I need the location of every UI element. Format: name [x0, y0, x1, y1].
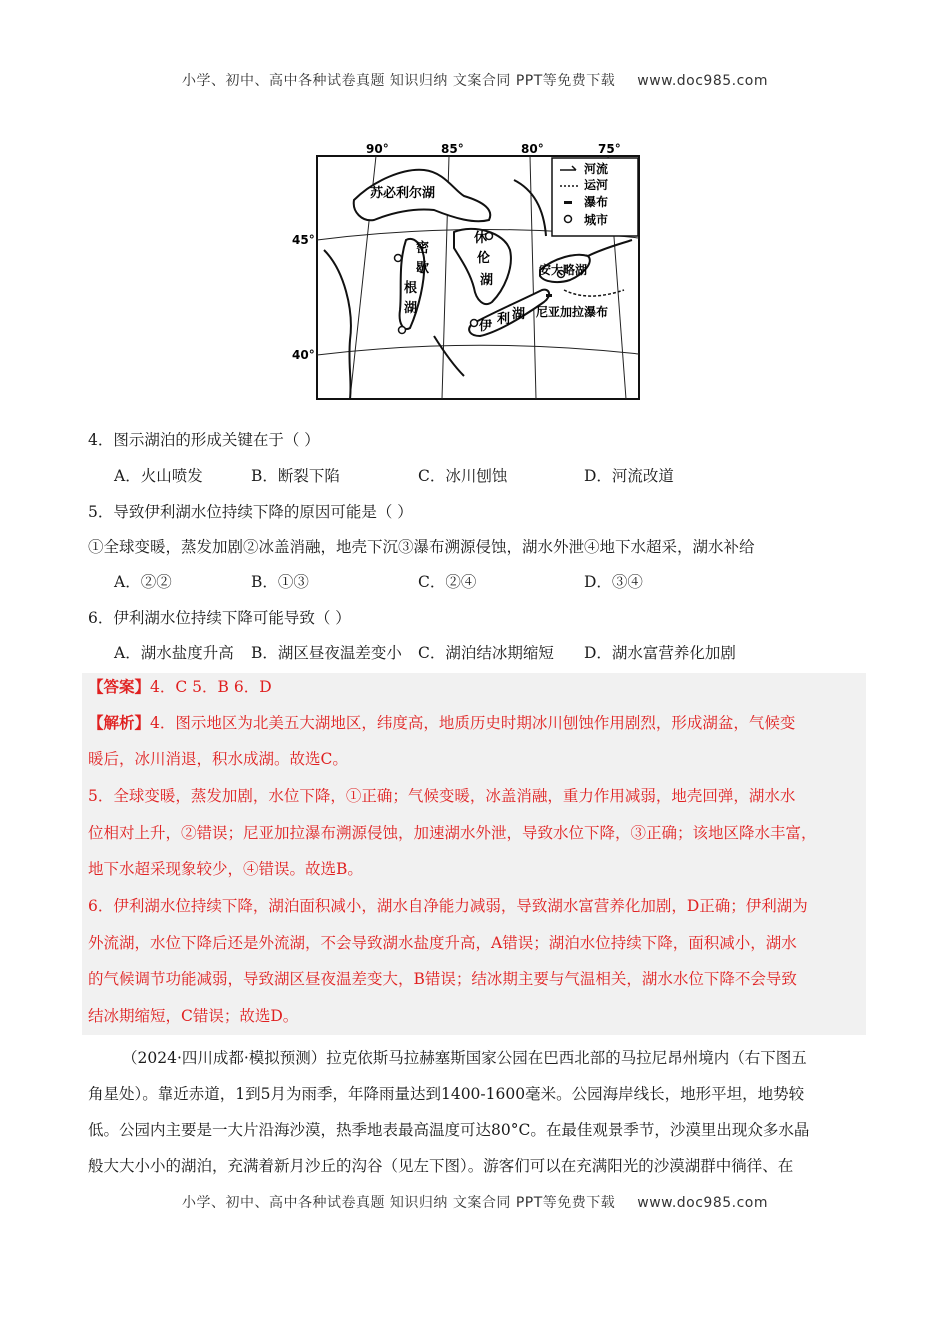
longitude-label: 85° [441, 142, 464, 156]
longitude-label: 80° [521, 142, 544, 156]
passage-line: 角星处）。靠近赤道，1到5月为雨季，年降雨量达到1400-1600毫米。公园海岸线长，地形平坦，地势较 [88, 1085, 805, 1103]
lake-huron-label: 休 [474, 231, 488, 246]
lake-michigan-label: 湖 [404, 301, 418, 316]
q5-option-b: B．①③ [251, 573, 309, 591]
answer-tag: 【答案】 [88, 677, 151, 696]
lake-erie-label: 伊 [479, 319, 493, 334]
lake-huron-label: 伦 [477, 251, 491, 266]
passage-line: 低。公园内主要是一大片沿海沙漠，热季地表最高温度可达80°C。在最佳观景季节，沙漠里出现众多水晶 [88, 1121, 810, 1139]
q4-stem: 4．图示湖泊的形成关键在于（ ） [88, 431, 320, 449]
lake-erie-label: 利 [497, 312, 511, 327]
q5-option-a: A．②② [114, 573, 172, 591]
lake-huron-label: 湖 [480, 273, 494, 288]
longitude-label: 75° [598, 142, 621, 156]
page-header [0, 70, 950, 90]
q6-option-b: B．湖区昼夜温差变小 [251, 644, 402, 662]
legend-waterfall-icon [564, 201, 572, 204]
analysis-tag: 【解析】 [88, 713, 151, 732]
header-text: 小学、初中、高中各种试卷真题 知识归纳 文案合同 PPT等免费下载 [181, 73, 616, 89]
q4-option-a: A．火山喷发 [114, 467, 203, 485]
analysis-line: 外流湖，水位下降后还是外流湖，不会导致湖水盐度升高，A错误；湖泊水位持续下降，面积减小，湖水 [88, 934, 797, 952]
q5-option-c: C．②④ [418, 573, 477, 591]
great-lakes-map [292, 140, 642, 402]
passage-line: 般大大小小的湖泊，充满着新月沙丘的沟谷（见左下图）。游客们可以在充满阳光的沙漠湖群中徜徉、在 [88, 1157, 794, 1175]
footer-text: 小学、初中、高中各种试卷真题 知识归纳 文案合同 PPT等免费下载 [181, 1195, 616, 1211]
analysis-text: 4．图示地区为北美五大湖地区，纬度高，地质历史时期冰川刨蚀作用剧烈，形成湖盆，气候变 [150, 714, 796, 732]
q4-option-b: B．断裂下陷 [251, 467, 340, 485]
analysis-line: 位相对上升，②错误；尼亚加拉瀑布溯源侵蚀，加速湖水外泄，导致水位下降，③正确；该地区降水丰富， [88, 824, 817, 842]
page-footer [0, 1192, 950, 1212]
answer-text: 4．C 5．B 6．D [150, 678, 272, 696]
analysis-line [88, 713, 795, 733]
analysis-line: 地下水超采现象较少，④错误。故选B。 [88, 860, 363, 878]
waterfall-marker [546, 294, 552, 297]
analysis-line: 6．伊利湖水位持续下降，湖泊面积减小，湖水自净能力减弱，导致湖水富营养化加剧，D正确；伊利湖为 [88, 897, 808, 915]
niagara-falls-label: 尼亚加拉瀑布 [536, 305, 609, 319]
longitude-label: 90° [366, 142, 389, 156]
analysis-line: 5．全球变暖，蒸发加剧，水位下降，①正确；气候变暖，冰盖消融，重力作用减弱，地壳回弹，湖水水 [88, 787, 796, 805]
q4-option-c: C．冰川刨蚀 [418, 467, 508, 485]
analysis-line: 的气候调节功能减弱，导致湖区昼夜温差变大，B错误；结冰期主要与气温相关，湖水水位下降不会导致 [88, 970, 797, 988]
lake-michigan-label: 根 [404, 281, 418, 296]
lake-ontario-label: 安大略湖 [539, 263, 588, 277]
q6-option-d: D．湖水富营养化加剧 [584, 644, 736, 662]
city-marker [471, 320, 478, 327]
lake-erie-label: 湖 [512, 307, 526, 322]
q5-stem: 5．导致伊利湖水位持续下降的原因可能是（ ） [88, 503, 413, 521]
q5-statements: ①全球变暖，蒸发加剧②冰盖消融，地壳下沉③瀑布溯源侵蚀，湖水外泄④地下水超采，湖水补给 [88, 538, 755, 556]
city-chicago [399, 327, 406, 334]
passage-line: （2024·四川成都·模拟预测）拉克依斯马拉赫塞斯国家公园在巴西北部的马拉尼昂州境内（右下图五 [122, 1049, 807, 1067]
answer-line [88, 677, 272, 697]
latitude-label: 40° [292, 348, 315, 362]
analysis-line: 结冰期缩短，C错误；故选D。 [88, 1007, 299, 1025]
lake-michigan-label: 密 [416, 241, 430, 256]
legend-waterfall-label: 瀑布 [584, 195, 609, 209]
latitude-label: 45° [292, 233, 315, 247]
q5-option-d: D．③④ [584, 573, 643, 591]
lake-michigan-label: 歇 [416, 261, 430, 276]
q6-stem: 6．伊利湖水位持续下降可能导致（ ） [88, 609, 351, 627]
legend-canal-label: 运河 [584, 178, 609, 192]
lake-superior-label: 苏必利尔湖 [370, 186, 436, 201]
city-marker [395, 255, 402, 262]
analysis-line: 暖后，冰川消退，积水成湖。故选C。 [88, 750, 348, 768]
header-site-link[interactable]: www.doc985.com [637, 73, 769, 89]
legend-river-label: 河流 [584, 162, 609, 176]
q6-option-a: A．湖水盐度升高 [114, 644, 234, 662]
legend-city-icon [565, 216, 572, 223]
legend-city-label: 城市 [584, 213, 609, 227]
q4-option-d: D．河流改道 [584, 467, 674, 485]
footer-site-link[interactable]: www.doc985.com [637, 1195, 769, 1211]
q6-option-c: C．湖泊结冰期缩短 [418, 644, 554, 662]
